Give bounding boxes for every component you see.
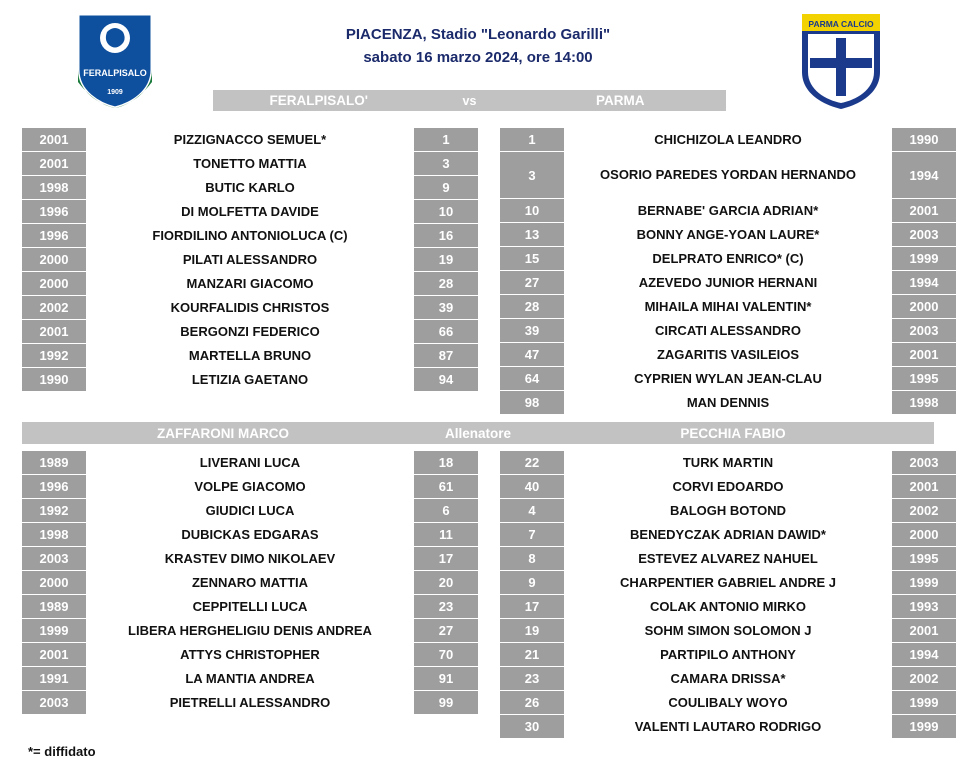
player-name: MARTELLA BRUNO xyxy=(86,344,414,367)
list-item xyxy=(500,223,956,246)
player-year: 2000 xyxy=(22,571,86,594)
player-year: 2000 xyxy=(22,248,86,271)
player-year: 2002 xyxy=(892,667,956,690)
list-item xyxy=(22,595,478,618)
player-year: 1994 xyxy=(892,152,956,198)
player-name: PIETRELLI ALESSANDRO xyxy=(86,691,414,714)
player-year: 1998 xyxy=(22,523,86,546)
home-starters-list xyxy=(22,128,478,392)
player-name: DUBICKAS EDGARAS xyxy=(86,523,414,546)
list-item xyxy=(500,571,956,594)
player-number: 28 xyxy=(414,272,478,295)
player-year: 2003 xyxy=(22,547,86,570)
player-name: SOHM SIMON SOLOMON J xyxy=(564,619,892,642)
player-number: 64 xyxy=(500,367,564,390)
list-item xyxy=(500,367,956,390)
player-name: CIRCATI ALESSANDRO xyxy=(564,319,892,342)
player-year: 2001 xyxy=(892,199,956,222)
player-year: 1996 xyxy=(22,224,86,247)
list-item xyxy=(22,643,478,666)
player-number: 19 xyxy=(500,619,564,642)
list-item xyxy=(500,391,956,414)
player-year: 2001 xyxy=(22,643,86,666)
player-number: 98 xyxy=(500,391,564,414)
player-year: 1999 xyxy=(22,619,86,642)
player-year: 1999 xyxy=(892,247,956,270)
player-year: 1999 xyxy=(892,715,956,738)
player-number: 6 xyxy=(414,499,478,522)
player-name: BENEDYCZAK ADRIAN DAWID* xyxy=(564,523,892,546)
svg-text:FERALPISALO: FERALPISALO xyxy=(83,68,147,78)
player-year: 1999 xyxy=(892,571,956,594)
svg-text:PARMA CALCIO: PARMA CALCIO xyxy=(808,19,874,29)
list-item xyxy=(22,224,478,247)
player-name: PARTIPILO ANTHONY xyxy=(564,643,892,666)
player-year: 2002 xyxy=(892,499,956,522)
player-name: MAN DENNIS xyxy=(564,391,892,414)
list-item xyxy=(22,344,478,367)
list-item xyxy=(22,499,478,522)
player-year: 1994 xyxy=(892,271,956,294)
player-name: FIORDILINO ANTONIOLUCA (C) xyxy=(86,224,414,247)
player-name: CAMARA DRISSA* xyxy=(564,667,892,690)
player-name: MIHAILA MIHAI VALENTIN* xyxy=(564,295,892,318)
player-year: 1992 xyxy=(22,344,86,367)
player-name: PIZZIGNACCO SEMUEL* xyxy=(86,128,414,151)
player-name: BALOGH BOTOND xyxy=(564,499,892,522)
player-number: 10 xyxy=(500,199,564,222)
player-number: 47 xyxy=(500,343,564,366)
player-name: CHICHIZOLA LEANDRO xyxy=(564,128,892,151)
player-year: 2000 xyxy=(892,523,956,546)
player-year: 1989 xyxy=(22,595,86,618)
player-number: 87 xyxy=(414,344,478,367)
list-item xyxy=(500,523,956,546)
teams-bar xyxy=(213,90,726,111)
player-year: 1990 xyxy=(22,368,86,391)
footnote: *= diffidato xyxy=(28,744,96,759)
list-item xyxy=(22,272,478,295)
player-number: 99 xyxy=(414,691,478,714)
home-bench-list xyxy=(22,451,478,715)
player-name: COLAK ANTONIO MIRKO xyxy=(564,595,892,618)
player-name: ATTYS CHRISTOPHER xyxy=(86,643,414,666)
list-item xyxy=(22,176,478,199)
player-number: 8 xyxy=(500,547,564,570)
player-number: 17 xyxy=(500,595,564,618)
player-number: 21 xyxy=(500,643,564,666)
player-year: 2001 xyxy=(22,128,86,151)
player-year: 1995 xyxy=(892,547,956,570)
player-number: 39 xyxy=(414,296,478,319)
player-number: 61 xyxy=(414,475,478,498)
player-year: 2002 xyxy=(22,296,86,319)
player-year: 2001 xyxy=(892,619,956,642)
player-name: ZENNARO MATTIA xyxy=(86,571,414,594)
away-team-name: PARMA xyxy=(596,93,645,108)
svg-text:1909: 1909 xyxy=(107,89,123,96)
player-number: 91 xyxy=(414,667,478,690)
list-item xyxy=(500,715,956,738)
list-item xyxy=(500,691,956,714)
player-name: VALENTI LAUTARO RODRIGO xyxy=(564,715,892,738)
player-year: 2003 xyxy=(892,319,956,342)
away-starters-list xyxy=(500,128,956,415)
list-item xyxy=(500,499,956,522)
list-item xyxy=(22,619,478,642)
player-number: 10 xyxy=(414,200,478,223)
list-item xyxy=(500,475,956,498)
player-number: 13 xyxy=(500,223,564,246)
player-year: 1995 xyxy=(892,367,956,390)
list-item xyxy=(22,368,478,391)
player-name: GIUDICI LUCA xyxy=(86,499,414,522)
player-name: LIBERA HERGHELIGIU DENIS ANDREA xyxy=(86,619,414,642)
player-number: 20 xyxy=(414,571,478,594)
list-item xyxy=(22,475,478,498)
player-name: CEPPITELLI LUCA xyxy=(86,595,414,618)
list-item xyxy=(500,319,956,342)
starters-block xyxy=(0,128,956,415)
list-item xyxy=(500,595,956,618)
player-year: 2003 xyxy=(892,223,956,246)
list-item xyxy=(500,343,956,366)
player-year: 1994 xyxy=(892,643,956,666)
bench-block xyxy=(0,451,956,739)
list-item xyxy=(500,451,956,474)
player-name: ESTEVEZ ALVAREZ NAHUEL xyxy=(564,547,892,570)
away-bench-list xyxy=(500,451,956,739)
player-name: BUTIC KARLO xyxy=(86,176,414,199)
list-item xyxy=(500,128,956,151)
player-year: 1989 xyxy=(22,451,86,474)
list-item xyxy=(500,199,956,222)
vs-label: vs xyxy=(462,93,477,108)
player-year: 1999 xyxy=(892,691,956,714)
player-number: 3 xyxy=(414,152,478,175)
player-year: 1996 xyxy=(22,200,86,223)
player-year: 2001 xyxy=(892,343,956,366)
list-item xyxy=(22,200,478,223)
list-item xyxy=(500,643,956,666)
player-name: CORVI EDOARDO xyxy=(564,475,892,498)
home-team-name: FERALPISALO' xyxy=(269,93,368,108)
player-year: 2000 xyxy=(892,295,956,318)
list-item xyxy=(22,451,478,474)
player-number: 94 xyxy=(414,368,478,391)
player-number: 1 xyxy=(414,128,478,151)
player-name: LETIZIA GAETANO xyxy=(86,368,414,391)
player-name: CYPRIEN WYLAN JEAN-CLAU xyxy=(564,367,892,390)
player-number: 3 xyxy=(500,152,564,198)
player-year: 1998 xyxy=(22,176,86,199)
player-name: CHARPENTIER GABRIEL ANDRE J xyxy=(564,571,892,594)
player-number: 15 xyxy=(500,247,564,270)
player-number: 28 xyxy=(500,295,564,318)
player-name: COULIBALY WOYO xyxy=(564,691,892,714)
player-name: ZAGARITIS VASILEIOS xyxy=(564,343,892,366)
player-number: 9 xyxy=(414,176,478,199)
coach-label: Allenatore xyxy=(444,425,512,441)
list-item xyxy=(500,619,956,642)
player-number: 39 xyxy=(500,319,564,342)
player-number: 18 xyxy=(414,451,478,474)
player-number: 17 xyxy=(414,547,478,570)
player-name: DELPRATO ENRICO* (C) xyxy=(564,247,892,270)
player-number: 4 xyxy=(500,499,564,522)
player-name: VOLPE GIACOMO xyxy=(86,475,414,498)
player-name: BERNABE' GARCIA ADRIAN* xyxy=(564,199,892,222)
match-header xyxy=(0,0,956,118)
player-name: KOURFALIDIS CHRISTOS xyxy=(86,296,414,319)
list-item xyxy=(22,547,478,570)
list-item xyxy=(500,271,956,294)
list-item xyxy=(500,547,956,570)
list-item xyxy=(22,691,478,714)
list-item xyxy=(22,152,478,175)
list-item xyxy=(22,296,478,319)
list-item xyxy=(22,248,478,271)
player-number: 30 xyxy=(500,715,564,738)
player-year: 1996 xyxy=(22,475,86,498)
player-year: 1990 xyxy=(892,128,956,151)
player-year: 1992 xyxy=(22,499,86,522)
player-number: 26 xyxy=(500,691,564,714)
player-name: OSORIO PAREDES YORDAN HERNANDO xyxy=(564,152,892,198)
player-name: LA MANTIA ANDREA xyxy=(86,667,414,690)
list-item xyxy=(500,667,956,690)
player-name: MANZARI GIACOMO xyxy=(86,272,414,295)
list-item xyxy=(500,152,956,198)
home-coach-name: ZAFFARONI MARCO xyxy=(157,425,289,441)
player-number: 16 xyxy=(414,224,478,247)
player-number: 22 xyxy=(500,451,564,474)
player-number: 1 xyxy=(500,128,564,151)
player-year: 2000 xyxy=(22,272,86,295)
player-year: 1998 xyxy=(892,391,956,414)
player-number: 40 xyxy=(500,475,564,498)
list-item xyxy=(22,571,478,594)
player-name: KRASTEV DIMO NIKOLAEV xyxy=(86,547,414,570)
player-name: BERGONZI FEDERICO xyxy=(86,320,414,343)
away-coach-name: PECCHIA FABIO xyxy=(680,425,786,441)
player-year: 2001 xyxy=(22,152,86,175)
list-item xyxy=(22,320,478,343)
player-number: 7 xyxy=(500,523,564,546)
player-number: 70 xyxy=(414,643,478,666)
player-number: 11 xyxy=(414,523,478,546)
rosters xyxy=(0,128,956,739)
player-year: 2003 xyxy=(22,691,86,714)
venue-line: PIACENZA, Stadio "Leonardo Garilli" xyxy=(345,26,611,43)
list-item xyxy=(500,295,956,318)
player-name: AZEVEDO JUNIOR HERNANI xyxy=(564,271,892,294)
player-number: 23 xyxy=(414,595,478,618)
player-name: TONETTO MATTIA xyxy=(86,152,414,175)
player-name: TURK MARTIN xyxy=(564,451,892,474)
player-number: 19 xyxy=(414,248,478,271)
player-number: 23 xyxy=(500,667,564,690)
player-number: 27 xyxy=(414,619,478,642)
player-number: 66 xyxy=(414,320,478,343)
match-info xyxy=(0,24,956,69)
list-item xyxy=(22,128,478,151)
player-year: 2003 xyxy=(892,451,956,474)
player-year: 1993 xyxy=(892,595,956,618)
date-line: sabato 16 marzo 2024, ore 14:00 xyxy=(363,48,593,66)
list-item xyxy=(22,523,478,546)
player-name: PILATI ALESSANDRO xyxy=(86,248,414,271)
player-number: 27 xyxy=(500,271,564,294)
player-year: 2001 xyxy=(22,320,86,343)
list-item xyxy=(500,247,956,270)
player-name: DI MOLFETTA DAVIDE xyxy=(86,200,414,223)
player-name: BONNY ANGE-YOAN LAURE* xyxy=(564,223,892,246)
list-item xyxy=(22,667,478,690)
player-name: LIVERANI LUCA xyxy=(86,451,414,474)
player-year: 1991 xyxy=(22,667,86,690)
player-number: 9 xyxy=(500,571,564,594)
coach-bar xyxy=(22,422,934,444)
player-year: 2001 xyxy=(892,475,956,498)
